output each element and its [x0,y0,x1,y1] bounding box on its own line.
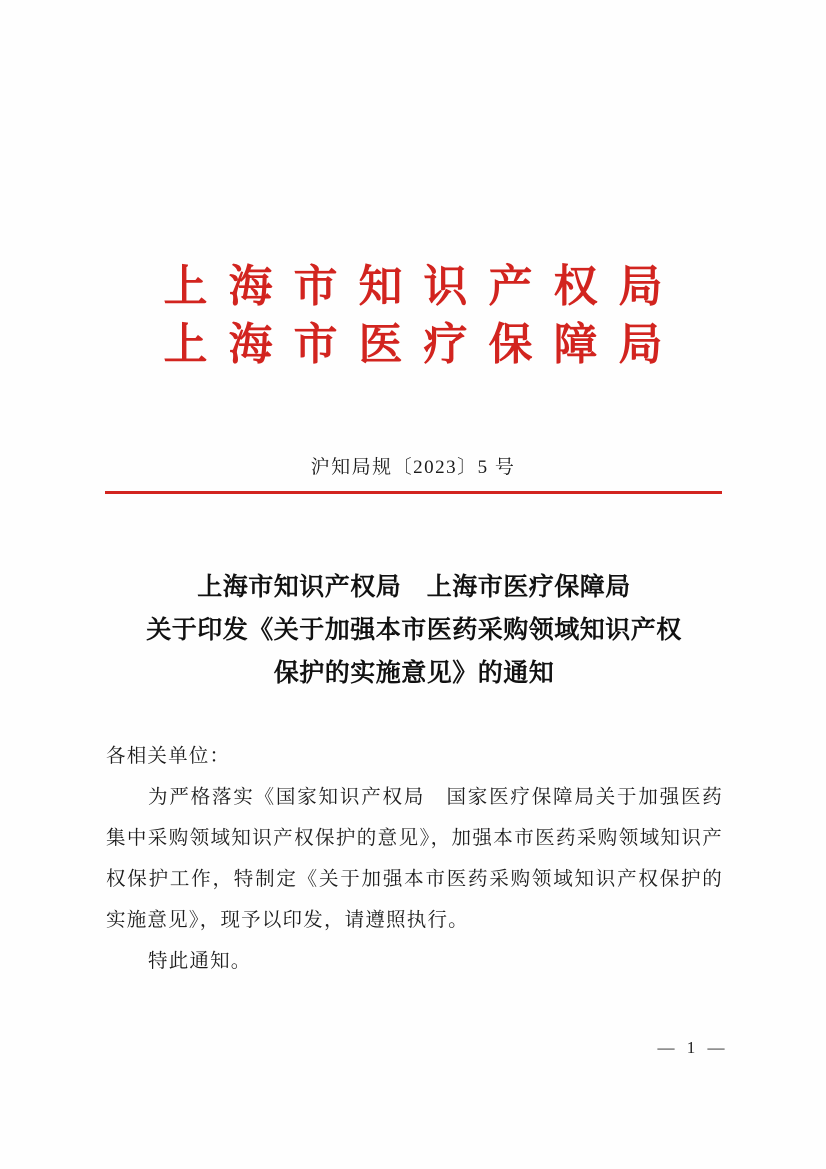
document-title [104,565,724,694]
body-paragraph-1: 为严格落实《国家知识产权局 国家医疗保障局关于加强医药集中采购领域知识产权保护的意见》，加强本市医药采购领域知识产权保护工作，特制定《关于加强本市医药采购领域知识产权保护的实施意见》，现予以印发，请遵照执行。 [106,787,723,931]
document-body [106,736,723,982]
page-number-footer [0,1038,826,1058]
letterhead [0,258,826,374]
salutation: 各相关单位： [106,746,231,767]
document-number: 沪知局规〔2023〕5 号 [310,457,516,478]
letterhead-line-1: 上海市知识产权局 [163,261,684,312]
title-line-3: 保护的实施意见》的通知 [273,658,555,687]
page-number-value: — 1 — [657,1038,729,1057]
body-paragraph-2: 特此通知。 [148,951,252,972]
red-divider-rule [105,491,722,494]
title-line-1: 上海市知识产权局 上海市医疗保障局 [197,572,631,601]
letterhead-line-2: 上海市医疗保障局 [163,319,684,370]
title-line-2: 关于印发《关于加强本市医药采购领域知识产权 [146,615,682,644]
